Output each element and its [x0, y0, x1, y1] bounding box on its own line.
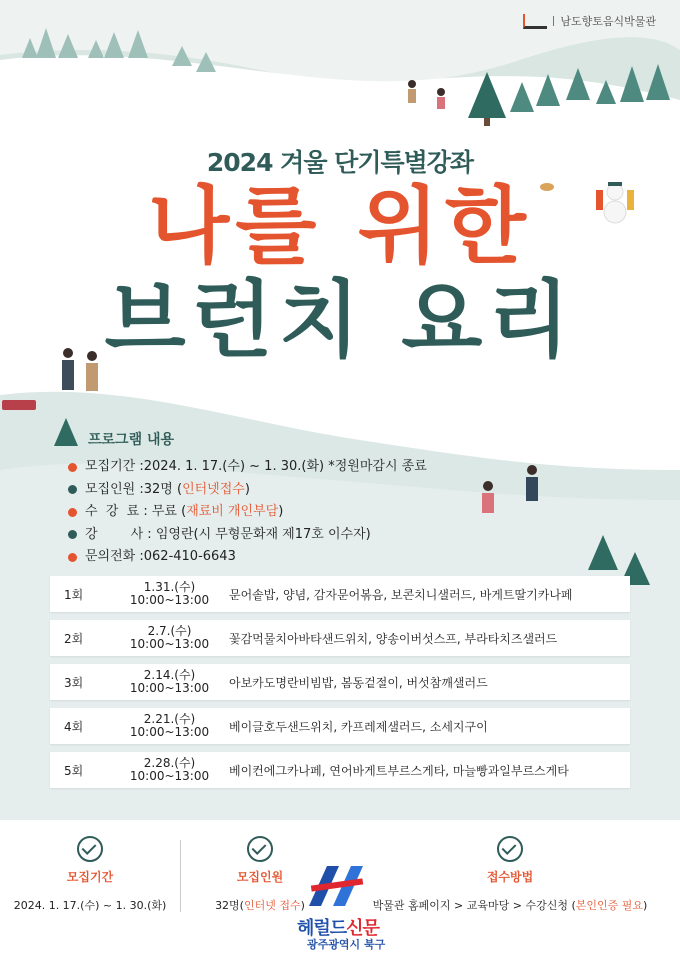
info-value: 062-410-6643	[143, 549, 236, 564]
info-label: 모집인원 :	[85, 481, 144, 497]
brand-part-b: 신문	[346, 918, 379, 939]
info-row-period	[68, 456, 427, 479]
museum-logo-icon	[523, 14, 547, 29]
summary-value-highlight: 본인인증 필요	[575, 899, 644, 912]
session-number: 5회	[64, 763, 84, 778]
session-datetime	[122, 713, 217, 739]
info-row-fee	[68, 501, 427, 524]
bullet-icon	[68, 530, 77, 539]
summary-value-suffix: )	[643, 899, 648, 912]
summary-label: 모집인원	[236, 870, 284, 884]
info-label: 강 사 :	[85, 526, 156, 542]
summary-label: 모집기간	[66, 870, 114, 884]
session-time: 10:00~13:00	[129, 681, 210, 695]
session-menu: 꽃감먹물치아바타샌드위치, 양송이버섯스프, 부라타치즈샐러드	[229, 631, 558, 646]
brand-part-a: 헤럴드	[297, 918, 347, 939]
session-menu: 아보카도명란비빔밥, 봄동겉절이, 버섯참깨샐러드	[229, 675, 488, 690]
newspaper-logo-icon	[275, 862, 395, 912]
summary-period	[0, 820, 180, 940]
schedule-row	[50, 576, 630, 612]
check-circle-icon	[497, 836, 523, 862]
summary-value-suffix: )	[300, 899, 305, 912]
bullet-icon	[68, 463, 77, 472]
summary-value-text: 32명(	[215, 899, 244, 912]
session-menu: 베이글호두샌드위치, 카프레제샐러드, 소세지구이	[229, 719, 488, 734]
summary-method	[360, 820, 660, 940]
divider	[553, 16, 554, 26]
session-menu: 베이컨에그카나페, 연어바게트부르스게타, 마늘빵과일부르스게타	[229, 763, 569, 778]
museum-brand	[523, 13, 656, 29]
session-date: 2.28.(수)	[143, 756, 196, 770]
check-circle-icon	[77, 836, 103, 862]
info-highlight: 재료비 개인부담	[186, 504, 279, 519]
newspaper-watermark	[275, 862, 395, 954]
session-date: 2.14.(수)	[143, 668, 196, 682]
bullet-icon	[68, 485, 77, 494]
session-menu: 문어솥밥, 양념, 감자문어볶음, 보콘치니샐러드, 바게트딸기카나페	[229, 587, 573, 602]
bullet-icon	[68, 553, 77, 562]
info-value: 임영란(시 무형문화재 제17호 이수자)	[155, 526, 371, 542]
schedule-row	[50, 708, 630, 744]
session-date: 1.31.(수)	[143, 580, 196, 594]
session-number: 3회	[64, 675, 84, 690]
poster-title-line1: 나를 위한	[148, 177, 532, 275]
session-datetime	[122, 669, 217, 695]
summary-value	[360, 897, 660, 913]
museum-name: 남도향토음식박물관	[560, 15, 656, 28]
session-datetime	[122, 581, 217, 607]
poster-subtitle: 2024 겨울 단기특별강좌	[206, 148, 474, 177]
info-suffix: )	[244, 481, 250, 497]
info-row-instructor	[68, 524, 427, 547]
session-number: 4회	[64, 719, 84, 734]
info-suffix: )	[278, 504, 284, 519]
session-time: 10:00~13:00	[129, 637, 210, 651]
divider	[180, 840, 181, 912]
info-value: 무료 (	[151, 504, 187, 519]
summary-value-highlight: 인터넷 접수	[243, 899, 301, 912]
session-time: 10:00~13:00	[129, 593, 210, 607]
info-row-people	[68, 479, 427, 502]
session-datetime	[122, 757, 217, 783]
schedule-table	[50, 576, 630, 796]
info-highlight: 인터넷접수	[182, 481, 245, 497]
summary-value: 2024. 1. 17.(수) ~ 1. 30.(화)	[13, 899, 167, 912]
session-number: 1회	[64, 587, 84, 602]
session-time: 10:00~13:00	[129, 725, 210, 739]
session-number: 2회	[64, 631, 84, 646]
newspaper-region: 광주광역시 북구	[307, 938, 386, 951]
info-label: 수 강 료 :	[85, 504, 152, 519]
schedule-row	[50, 620, 630, 656]
session-time: 10:00~13:00	[129, 769, 210, 783]
check-circle-icon	[247, 836, 273, 862]
program-heading: 프로그램 내용	[88, 432, 175, 448]
session-date: 2.7.(수)	[147, 624, 192, 638]
info-value: 2024. 1. 17.(수) ~ 1. 30.(화) *정원마감시 종료	[143, 459, 427, 474]
info-value: 32명 (	[143, 481, 183, 497]
schedule-row	[50, 752, 630, 788]
info-label: 모집기간 :	[85, 459, 144, 474]
schedule-row	[50, 664, 630, 700]
summary-label: 접수방법	[486, 870, 534, 884]
summary-value-text: 박물관 홈페이지 > 교육마당 > 수강신청 (	[372, 899, 576, 912]
program-info	[68, 456, 427, 569]
poster-title-line2: 브런치 요리	[104, 271, 576, 369]
session-datetime	[122, 625, 217, 651]
session-date: 2.21.(수)	[143, 712, 196, 726]
bullet-icon	[68, 508, 77, 517]
info-row-phone	[68, 546, 427, 569]
info-label: 문의전화 :	[85, 549, 144, 564]
